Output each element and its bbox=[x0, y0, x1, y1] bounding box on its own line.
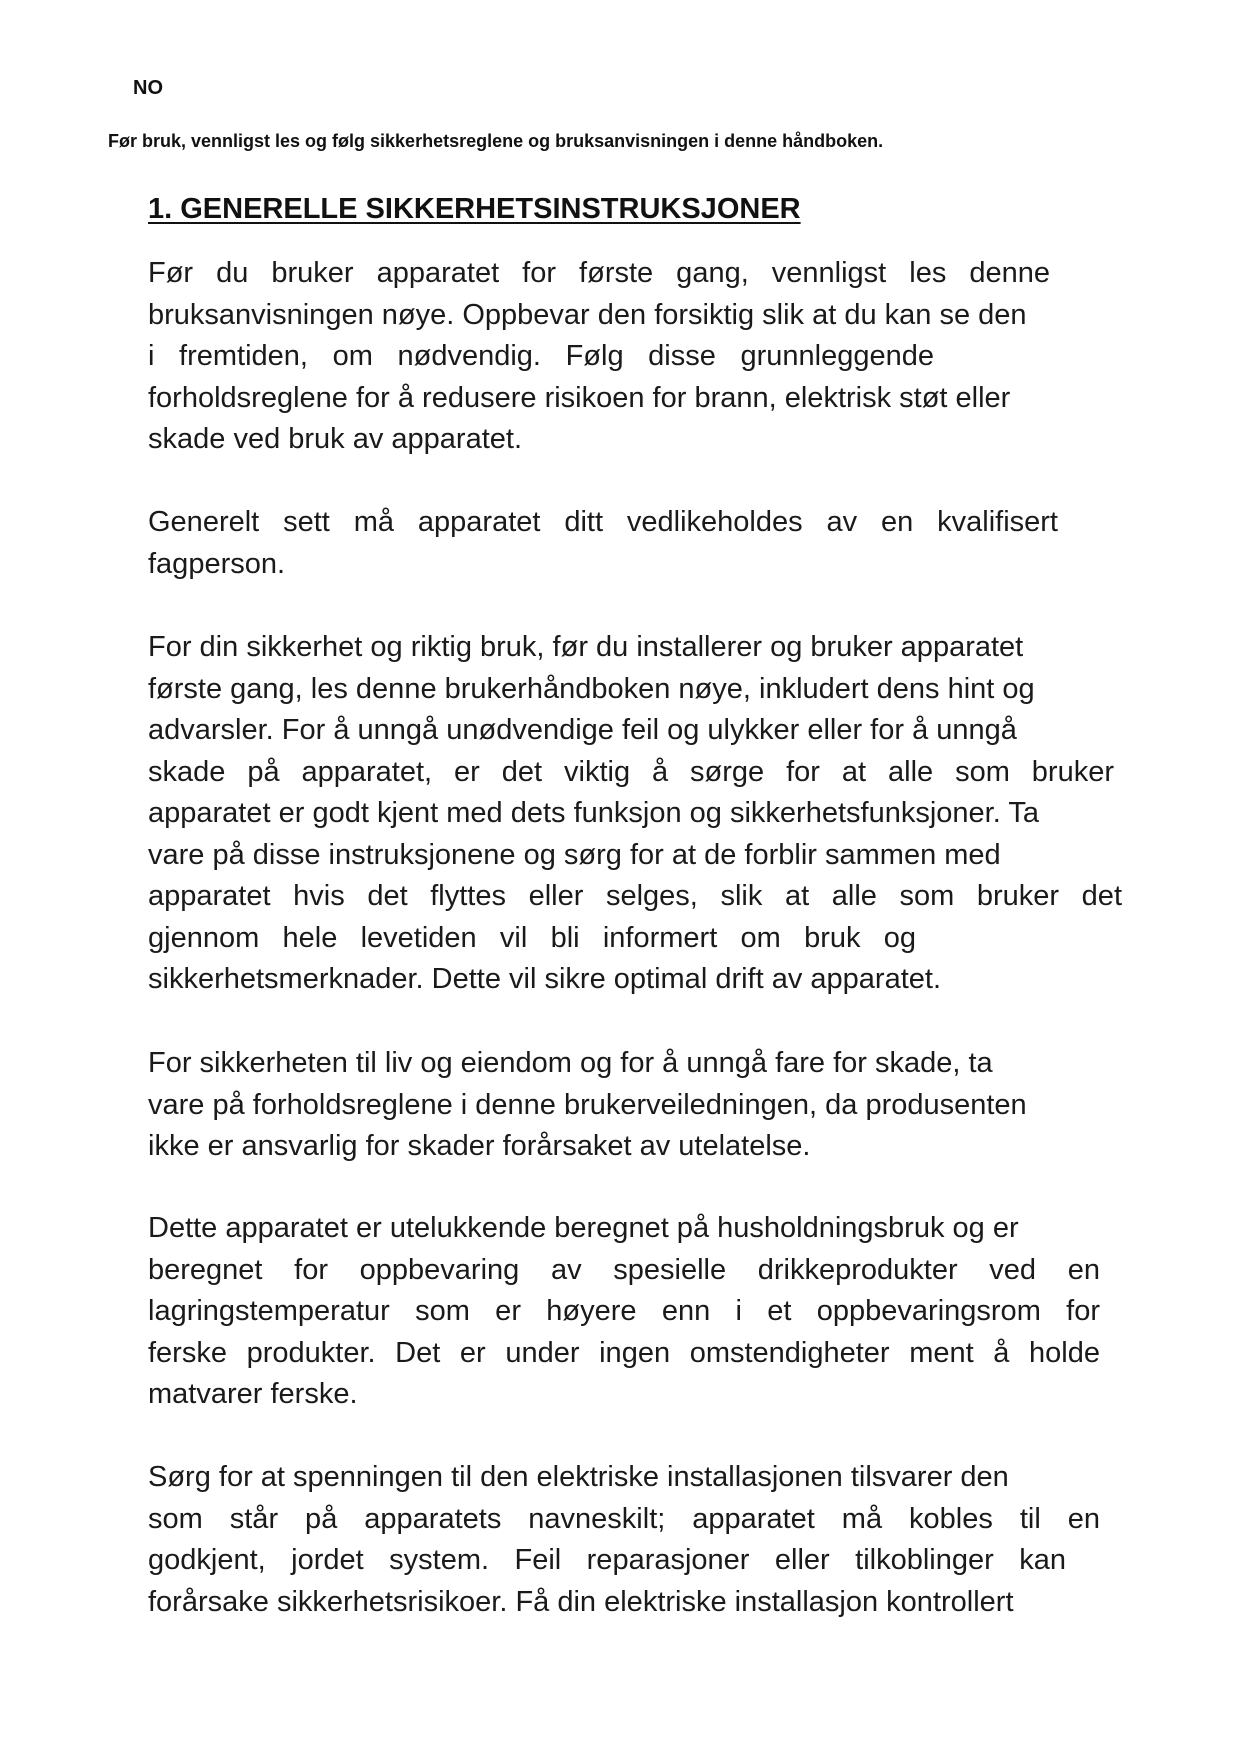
paragraph-line: beregnet for oppbevaring av spesielle drikkeprodukter ved en bbox=[148, 1253, 1100, 1286]
paragraph-line: første gang, les denne brukerhåndboken nøye, inkludert dens hint og bbox=[148, 672, 1035, 705]
paragraph-line: advarsler. For å unngå unødvendige feil og ulykker eller for å unngå bbox=[148, 714, 1017, 746]
paragraph-liability bbox=[148, 1043, 1126, 1168]
paragraph-line: vare på disse instruksjonene og sørg for at de forblir sammen med bbox=[148, 838, 1001, 871]
section-title: 1. GENERELLE SIKKERHETSINSTRUKSJONER bbox=[148, 193, 801, 225]
paragraph-intended-use bbox=[148, 1208, 1126, 1416]
paragraph-line: forholdsreglene for å redusere risikoen for brann, elektrisk støt eller bbox=[148, 381, 1011, 414]
paragraph-line: som står på apparatets navneskilt; apparatet må kobles til en bbox=[148, 1502, 1100, 1535]
paragraph-line: ferske produkter. Det er under ingen omstendigheter ment å holde bbox=[148, 1336, 1100, 1369]
paragraph-line: sikkerhetsmerknader. Dette vil sikre optimal drift av apparatet. bbox=[148, 963, 941, 995]
paragraph-line: lagringstemperatur som er høyere enn i et oppbevaringsrom for bbox=[148, 1295, 1100, 1327]
paragraph-line: ikke er ansvarlig for skader forårsaket av utelatelse. bbox=[148, 1130, 811, 1162]
paragraph-line: matvarer ferske. bbox=[148, 1378, 358, 1410]
paragraph-line: i fremtiden, om nødvendig. Følg disse grunnleggende bbox=[148, 340, 934, 372]
paragraph-line: apparatet er godt kjent med dets funksjon og sikkerhetsfunksjoner. Ta bbox=[148, 797, 1039, 829]
paragraph-line: For sikkerheten til liv og eiendom og for å unngå fare for skade, ta bbox=[148, 1047, 993, 1079]
paragraph-line: fagperson. bbox=[148, 547, 286, 580]
paragraph-line: skade ved bruk av apparatet. bbox=[148, 423, 523, 455]
paragraph-electrical bbox=[148, 1457, 1126, 1623]
paragraph-line: vare på forholdsreglene i denne brukerveiledningen, da produsenten bbox=[148, 1088, 1027, 1121]
paragraph-line: For din sikkerhet og riktig bruk, før du installerer og bruker apparatet bbox=[148, 631, 1024, 663]
intro-instruction: Før bruk, vennligst les og følg sikkerhetsreglene og bruksanvisningen i denne håndboken. bbox=[108, 131, 884, 151]
paragraph-line: Sørg for at spenningen til den elektriske installasjonen tilsvarer den bbox=[148, 1461, 1009, 1493]
paragraph-line: bruksanvisningen nøye. Oppbevar den forsiktig slik at du kan se den bbox=[148, 298, 1027, 331]
paragraph-line: Generelt sett må apparatet ditt vedlikeholdes av en kvalifisert bbox=[148, 506, 1058, 538]
paragraph-line: godkjent, jordet system. Feil reparasjoner eller tilkoblinger kan bbox=[148, 1544, 1066, 1576]
paragraph-line: apparatet hvis det flyttes eller selges, slik at alle som bruker det bbox=[148, 880, 1122, 912]
language-code: NO bbox=[133, 77, 163, 99]
paragraph-usage-intro bbox=[148, 253, 1126, 461]
paragraph-line: skade på apparatet, er det viktig å sørge for at alle som bruker bbox=[148, 755, 1114, 788]
paragraph-line: forårsake sikkerhetsrisikoer. Få din elektriske installasjon kontrollert bbox=[148, 1585, 1014, 1618]
paragraph-line: Før du bruker apparatet for første gang, vennligst les denne bbox=[148, 257, 1050, 289]
paragraph-safety-use bbox=[148, 627, 1126, 1001]
paragraph-maintenance bbox=[148, 502, 1126, 585]
paragraph-line: Dette apparatet er utelukkende beregnet på husholdningsbruk og er bbox=[148, 1212, 1019, 1244]
paragraph-line: gjennom hele levetiden vil bli informert om bruk og bbox=[148, 921, 916, 954]
